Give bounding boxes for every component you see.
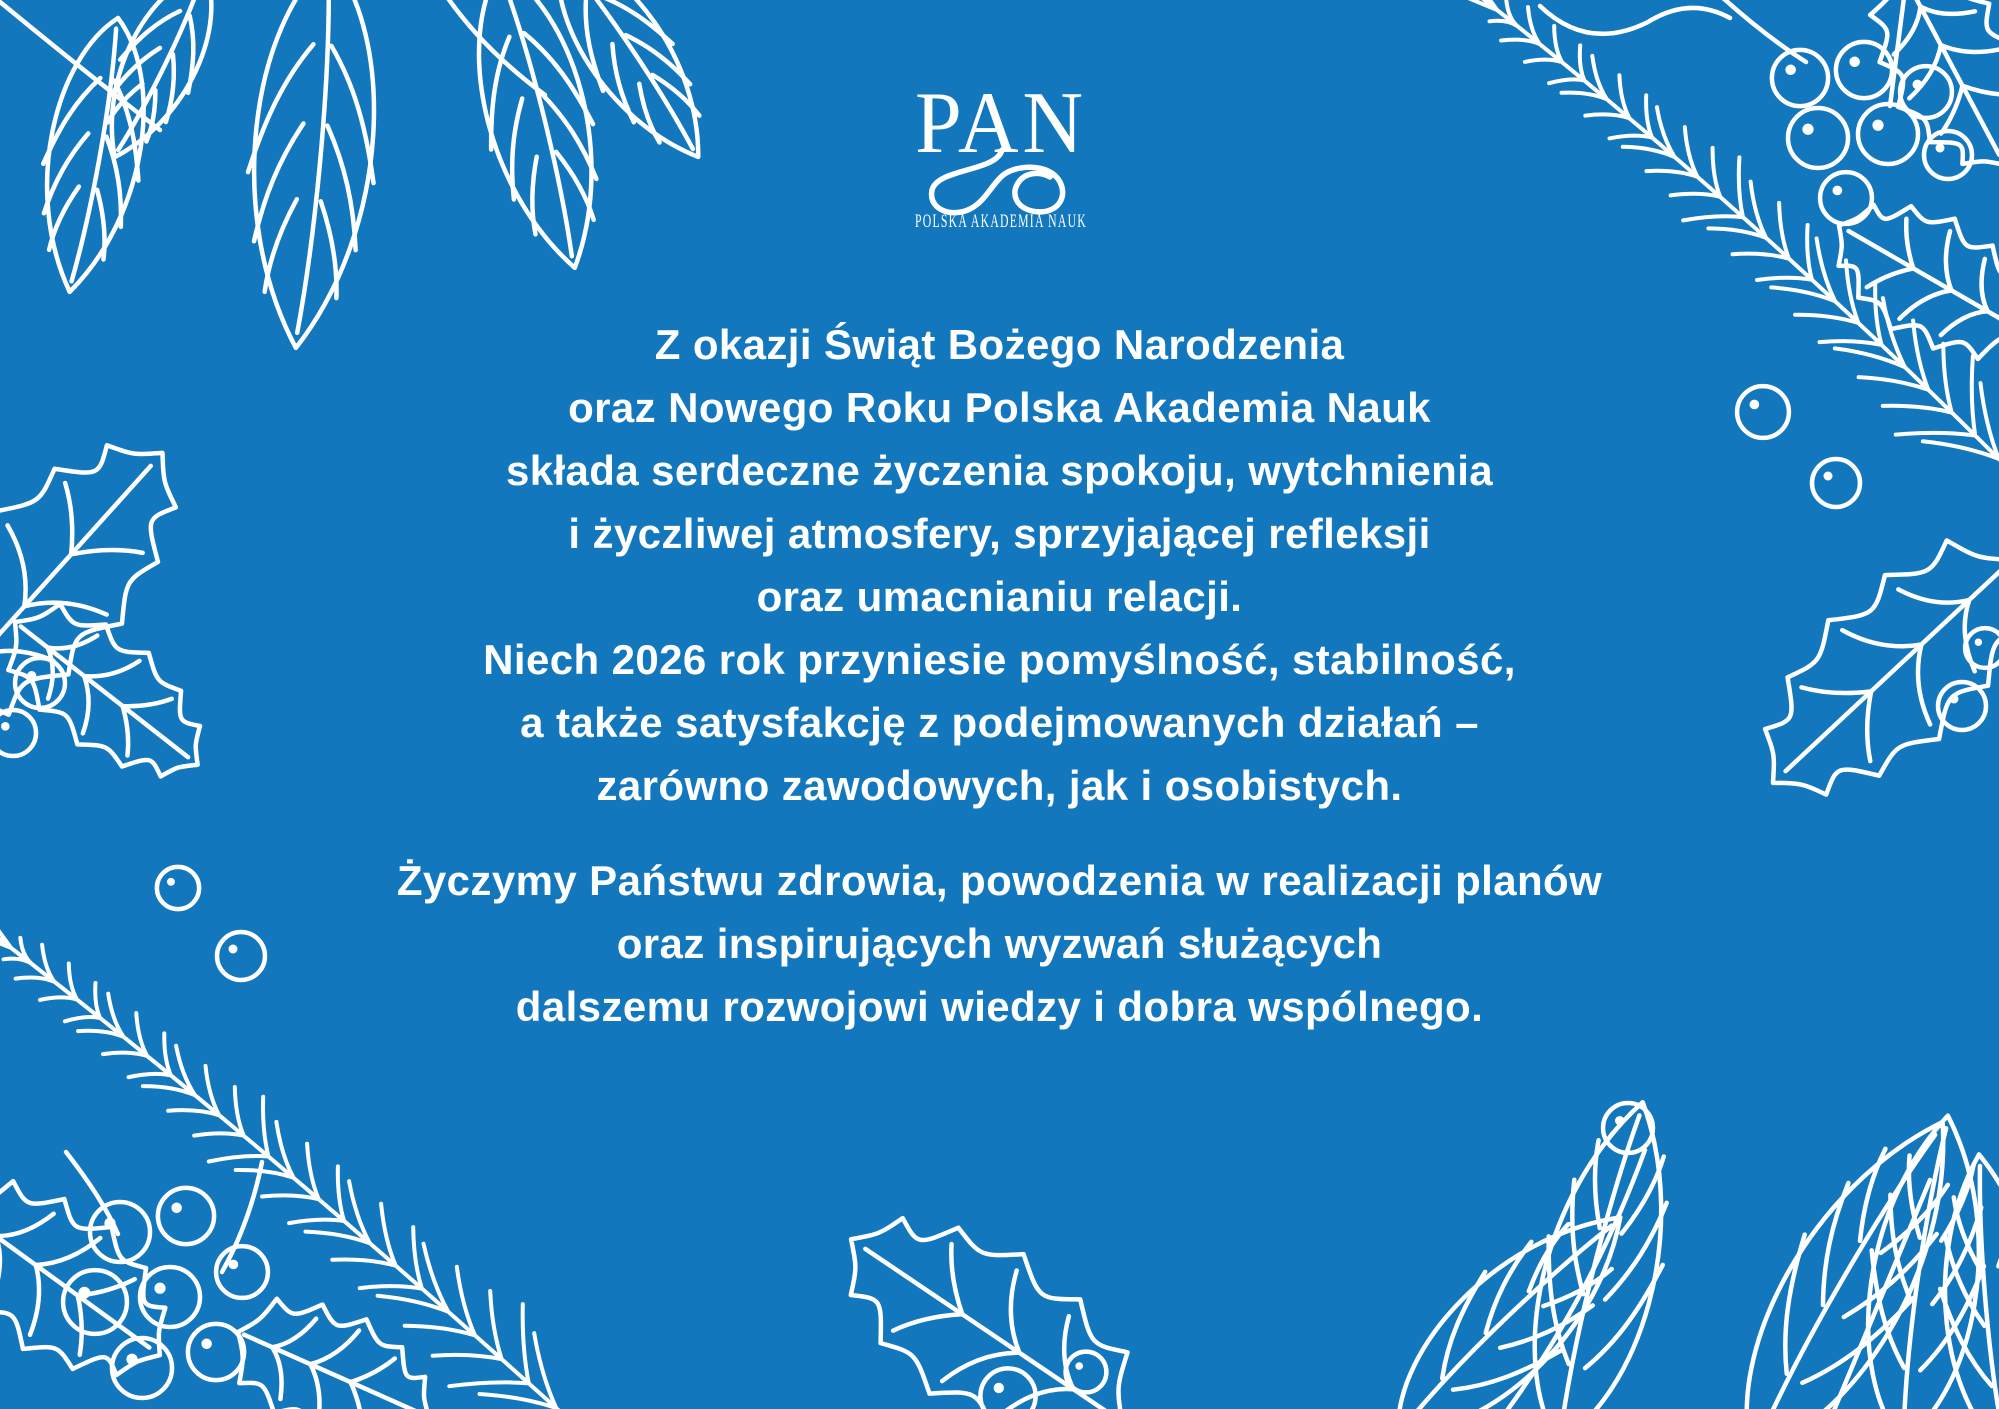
greeting-line: składa serdeczne życzenia spokoju, wytchnienia bbox=[505, 447, 1494, 494]
greeting-line: Z okazji Świąt Bożego Narodzenia bbox=[654, 321, 1345, 368]
greeting-paragraph-2 bbox=[0, 849, 1999, 1038]
greeting-line: oraz inspirujących wyzwań służących bbox=[616, 920, 1383, 967]
greeting-line: oraz umacnianiu relacji. bbox=[756, 573, 1243, 620]
pan-logo-acronym: PAN bbox=[915, 75, 1087, 172]
greeting-line: i życzliwej atmosfery, sprzyjającej refleksji bbox=[568, 510, 1431, 557]
greeting-line: Niech 2026 rok przyniesie pomyślność, stabilność, bbox=[483, 636, 1516, 683]
pan-logo-full-name: POLSKA AKADEMIA NAUK bbox=[915, 211, 1087, 232]
greeting-paragraph-1 bbox=[0, 313, 1999, 817]
greeting-line: oraz Nowego Roku Polska Akademia Nauk bbox=[568, 384, 1431, 431]
greeting-line: a także satysfakcję z podejmowanych działań – bbox=[520, 699, 1479, 746]
greeting-line: Życzymy Państwu zdrowia, powodzenia w realizacji planów bbox=[396, 857, 1603, 904]
greeting-line: zarówno zawodowych, jak i osobistych. bbox=[596, 762, 1403, 809]
greeting-line: dalszemu rozwojowi wiedzy i dobra wspólnego. bbox=[515, 983, 1484, 1030]
